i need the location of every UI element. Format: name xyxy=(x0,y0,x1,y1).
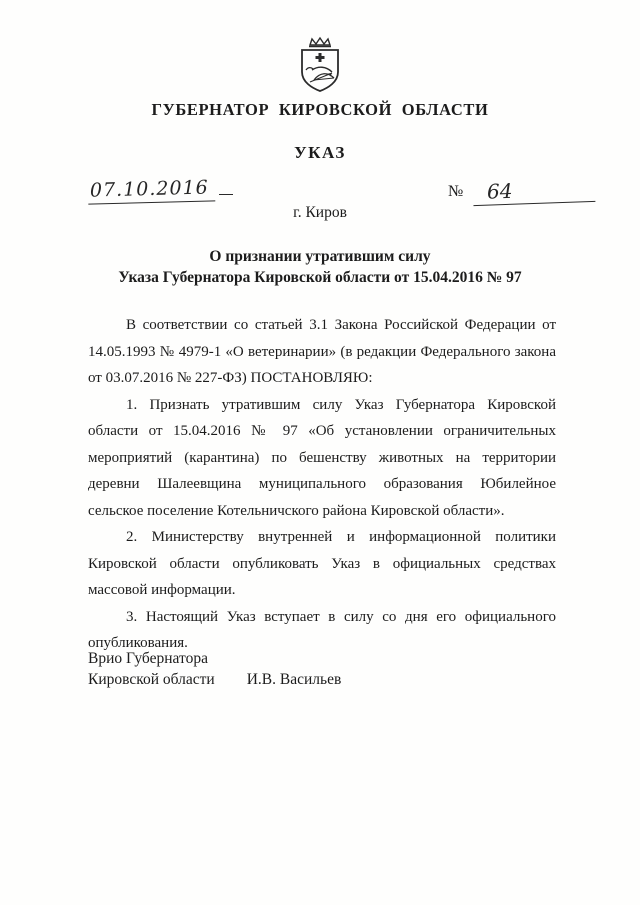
signatory-name: И.В. Васильев xyxy=(246,671,342,688)
date-block xyxy=(88,176,238,203)
paragraph-item-1: 1. Признать утратившим силу Указ Губернатора Кировской области от 15.04.2016 № 97 «Об установлении ограничительных мероприятий (карантина) по бешенству животных на территории деревни Шалеевщина муниципального образования Юбилейное сельское поселение Котельничского района Кировской области». xyxy=(88,396,556,519)
handwritten-number: 64 xyxy=(473,176,596,206)
number-label: № xyxy=(448,183,464,200)
handwritten-date: 07.10.2016 xyxy=(88,176,215,204)
signature-block xyxy=(88,648,556,690)
paragraph-preamble: В соответствии со статьей 3.1 Закона Российской Федерации от 14.05.1993 № 4979-1 «О ветеринарии» (в редакции Федерального закона от 03.07.2016 № 227-ФЗ) ПОСТАНОВЛЯЮ: xyxy=(88,317,556,386)
date-underline xyxy=(219,176,233,195)
decree-body xyxy=(88,312,556,657)
document-type-title: УКАЗ xyxy=(294,143,346,162)
city-line: г. Киров xyxy=(293,204,347,221)
authority-title: ГУБЕРНАТОР КИРОВСКОЙ ОБЛАСТИ xyxy=(151,100,489,119)
number-block xyxy=(448,178,598,204)
decree-title-line2: Указа Губернатора Кировской области от 15.04.2016 № 97 xyxy=(118,269,522,286)
signatory-position-line1: Врио Губернатора xyxy=(88,650,208,667)
signatory-position-line2: Кировской области xyxy=(88,671,215,688)
paragraph-item-2: 2. Министерству внутренней и информационной политики Кировской области опубликовать Указ в официальных средствах массовой информации. xyxy=(88,529,556,598)
decree-title xyxy=(0,246,640,288)
paragraph-item-3: 3. Настоящий Указ вступает в силу со дня его официального опубликования. xyxy=(88,608,556,651)
decree-title-line1: О признании утратившим силу xyxy=(209,248,431,265)
kirov-coat-of-arms-icon xyxy=(294,36,346,92)
